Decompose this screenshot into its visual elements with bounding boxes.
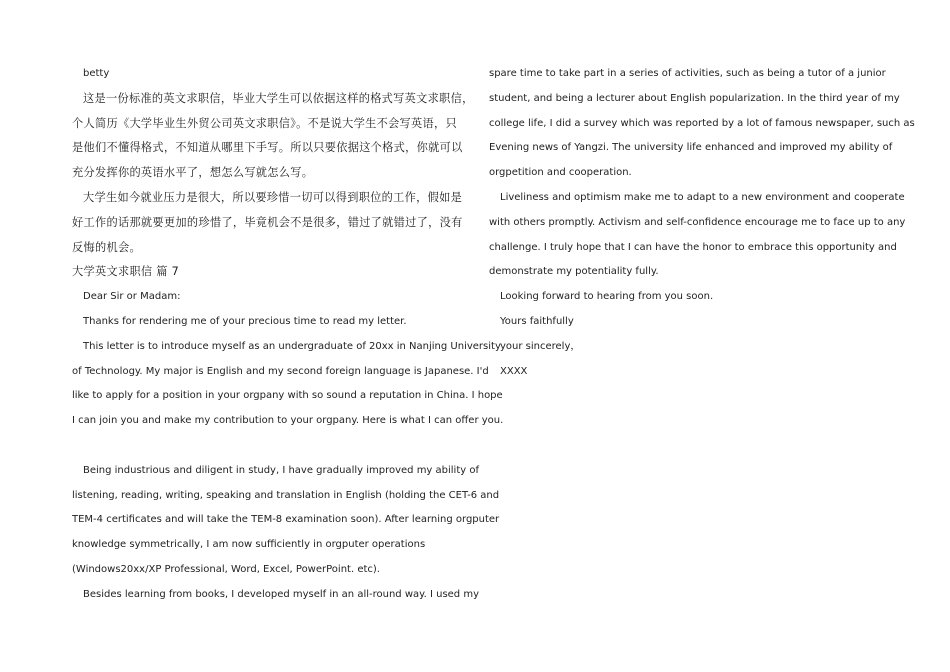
text-line: 反悔的机会。 [72, 240, 141, 254]
text-line: with others promptly. Activism and self-confidence encourage me to face up to any [489, 216, 906, 228]
text-line: spare time to take part in a series of activities, such as being a tutor of a junior [489, 68, 886, 79]
text-line: of Technology. My major is English and my second foreign language is Japanese. I'd [72, 365, 489, 377]
text-line: 个人简历《大学毕业生外贸公司英文求职信》。不是说大学生不会写英语，只 [72, 116, 457, 130]
text-line: I can join you and make my contribution to your orgpany. Here is what I can offer you. [72, 415, 504, 427]
text-line: listening, reading, writing, speaking and translation in English (holding the CET-6 and [72, 489, 500, 501]
left-column [72, 62, 504, 608]
text-line: Thanks for rendering me of your precious time to read my letter. [83, 315, 407, 327]
text-line: 大学生如今就业压力是很大，所以要珍惜一切可以得到职位的工作，假如是 [83, 190, 463, 204]
text-line: demonstrate my potentiality fully. [489, 266, 659, 278]
text-line: college life, I did a survey which was reported by a lot of famous newspaper, such as [489, 117, 915, 129]
text-line: This letter is to introduce myself as an undergraduate of 20xx in Nanjing University [83, 340, 501, 352]
text-line: betty [83, 68, 110, 79]
text-line: challenge. I truly hope that I can have the honor to embrace this opportunity and [489, 241, 897, 253]
text-line: your sincerely， [500, 340, 581, 352]
text-line: XXXX [500, 365, 528, 377]
text-line: knowledge symmetrically, I am now sufficiently in orgputer operations [72, 539, 426, 551]
text-line: orgpetition and cooperation. [489, 167, 632, 179]
text-line: 好工作的话那就要更加的珍惜了，毕竟机会不是很多，错过了就错过了，没有 [72, 215, 463, 229]
text-line: Looking forward to hearing from you soon. [500, 291, 714, 303]
blank-line [72, 434, 462, 459]
text-line: Evening news of Yangzi. The university life enhanced and improved my ability of [489, 142, 893, 154]
text-line: Yours faithfully [500, 315, 574, 327]
text-line: 充分发挥你的英语水平了，想怎么写就怎么写。 [72, 166, 314, 180]
text-line: Being industrious and diligent in study, I have gradually improved my ability of [83, 464, 479, 476]
text-line: (Windows20xx/XP Professional, Word, Excel, PowerPoint. etc). [72, 563, 380, 575]
text-line: like to apply for a position in your orgpany with so sound a reputation in China. I hope [72, 390, 503, 402]
right-column [489, 62, 915, 384]
text-line: student, and being a lecturer about English popularization. In the third year of my [489, 92, 900, 104]
text-line: Liveliness and optimism make me to adapt to a new environment and cooperate [500, 191, 905, 203]
text-line: 大学英文求职信 篇 7 [72, 265, 180, 279]
text-line: 是他们不懂得格式，不知道从哪里下手写。所以只要依据这个格式，你就可以 [72, 141, 463, 155]
text-line: TEM-4 certificates and will take the TEM-8 examination soon). After learning orgputer [72, 514, 500, 526]
text-line: Dear Sir or Madam: [83, 291, 181, 303]
text-line: 这是一份标准的英文求职信，毕业大学生可以依据这样的格式写英文求职信， [83, 91, 474, 105]
text-line: Besides learning from books, I developed myself in an all-round way. I used my [83, 588, 479, 600]
